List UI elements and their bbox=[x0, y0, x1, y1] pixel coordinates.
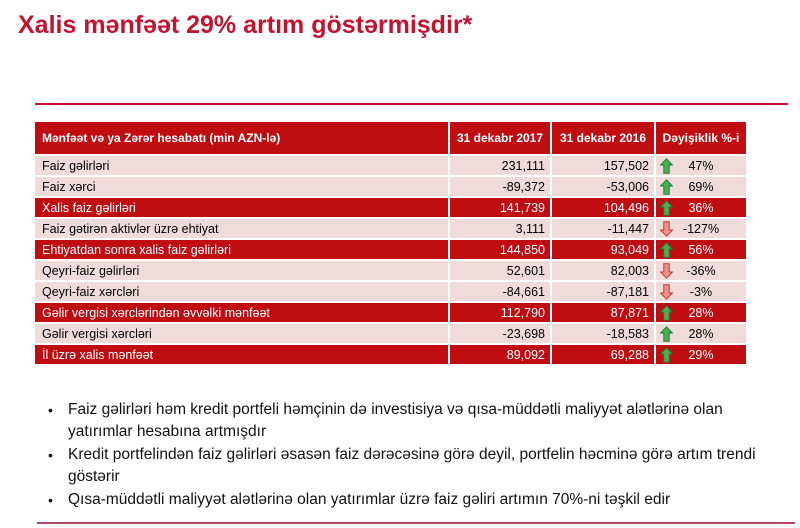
value-2016: -11,447 bbox=[552, 219, 654, 238]
header-2017: 31 dekabr 2017 bbox=[450, 122, 550, 154]
notes-section bbox=[42, 399, 770, 512]
change-percent: 28% bbox=[688, 326, 714, 341]
bullet-list bbox=[42, 399, 770, 511]
row-label: Qeyri-faiz xərcləri bbox=[35, 282, 448, 301]
change-cell bbox=[656, 198, 746, 217]
table-row bbox=[35, 303, 746, 322]
change-percent: 28% bbox=[688, 305, 714, 320]
table-row bbox=[35, 219, 746, 238]
footer-divider-line bbox=[37, 522, 795, 524]
value-2017: -89,372 bbox=[450, 177, 550, 196]
value-2017: 144,850 bbox=[450, 240, 550, 259]
row-label: Faiz gətirən aktivlər üzrə ehtiyat bbox=[35, 219, 448, 238]
value-2016: -53,006 bbox=[552, 177, 654, 196]
value-2017: 141,739 bbox=[450, 198, 550, 217]
value-2016: 87,871 bbox=[552, 303, 654, 322]
change-percent: 47% bbox=[688, 158, 714, 173]
header-change: Dəyişiklik %-i bbox=[656, 122, 746, 154]
value-2017: -23,698 bbox=[450, 324, 550, 343]
table-header-row bbox=[35, 122, 746, 154]
row-label: İl üzrə xalis mənfəət bbox=[35, 345, 448, 364]
bullet-item: • Kredit portfelindən faiz gəlirləri əsasən faiz dərəcəsinə görə deyil, portfelin həcminə görə artım trendi göstərir bbox=[42, 444, 770, 488]
trend-up-arrow-icon bbox=[660, 158, 673, 174]
trend-up-arrow-icon bbox=[660, 305, 673, 321]
value-2017: -84,661 bbox=[450, 282, 550, 301]
change-percent: -127% bbox=[682, 221, 720, 236]
change-cell bbox=[656, 345, 746, 364]
trend-up-arrow-icon bbox=[660, 179, 673, 195]
trend-down-arrow-icon bbox=[660, 221, 673, 237]
change-cell bbox=[656, 261, 746, 280]
change-cell bbox=[656, 303, 746, 322]
row-label: Gəlir vergisi xərclərindən əvvəlki mənfəət bbox=[35, 303, 448, 322]
table-row bbox=[35, 282, 746, 301]
value-2017: 112,790 bbox=[450, 303, 550, 322]
title-divider-line bbox=[35, 103, 788, 105]
change-percent: 56% bbox=[688, 242, 714, 257]
change-percent: 36% bbox=[688, 200, 714, 215]
trend-down-arrow-icon bbox=[660, 284, 673, 300]
change-percent: 29% bbox=[688, 347, 714, 362]
table-row bbox=[35, 177, 746, 196]
row-label: Gəlir vergisi xərcləri bbox=[35, 324, 448, 343]
profit-loss-table bbox=[33, 120, 748, 366]
value-2016: 104,496 bbox=[552, 198, 654, 217]
bullet-item: • Faiz gəlirləri həm kredit portfeli həmçinin də investisiya və qısa-müddətli maliyyət alətlərinə olan yatırımlar hesabına artmışdır bbox=[42, 399, 770, 443]
trend-up-arrow-icon bbox=[660, 326, 673, 342]
header-2016: 31 dekabr 2016 bbox=[552, 122, 654, 154]
header-account: Mənfəət və ya Zərər hesabatı (min AZN-lə) bbox=[35, 122, 448, 154]
change-percent: 69% bbox=[688, 179, 714, 194]
table-row bbox=[35, 198, 746, 217]
value-2016: 93,049 bbox=[552, 240, 654, 259]
table-row bbox=[35, 240, 746, 259]
trend-up-arrow-icon bbox=[660, 242, 673, 258]
change-cell bbox=[656, 219, 746, 238]
value-2017: 52,601 bbox=[450, 261, 550, 280]
trend-up-arrow-icon bbox=[660, 200, 673, 216]
table-row bbox=[35, 156, 746, 175]
change-cell bbox=[656, 156, 746, 175]
page-title: Xalis mənfəət 29% artım göstərmişdir* bbox=[18, 11, 473, 39]
change-cell bbox=[656, 177, 746, 196]
change-cell bbox=[656, 240, 746, 259]
trend-up-arrow-icon bbox=[660, 347, 673, 363]
value-2017: 231,111 bbox=[450, 156, 550, 175]
change-cell bbox=[656, 324, 746, 343]
value-2017: 3,111 bbox=[450, 219, 550, 238]
row-label: Ehtiyatdan sonra xalis faiz gəlirləri bbox=[35, 240, 448, 259]
change-percent: -36% bbox=[686, 263, 716, 278]
value-2016: 82,003 bbox=[552, 261, 654, 280]
table-row bbox=[35, 345, 746, 364]
bullet-item: • Qısa-müddətli maliyyət alətlərinə olan yatırımlar üzrə faiz gəliri artımın 70%-ni təşkil edir bbox=[42, 489, 770, 511]
value-2016: 157,502 bbox=[552, 156, 654, 175]
row-label: Faiz xərci bbox=[35, 177, 448, 196]
value-2016: -87,181 bbox=[552, 282, 654, 301]
row-label: Qeyri-faiz gəlirləri bbox=[35, 261, 448, 280]
change-percent: -3% bbox=[689, 284, 713, 299]
row-label: Xalis faiz gəlirləri bbox=[35, 198, 448, 217]
value-2016: 69,288 bbox=[552, 345, 654, 364]
value-2016: -18,583 bbox=[552, 324, 654, 343]
table-row bbox=[35, 324, 746, 343]
row-label: Faiz gəlirləri bbox=[35, 156, 448, 175]
trend-down-arrow-icon bbox=[660, 263, 673, 279]
value-2017: 89,092 bbox=[450, 345, 550, 364]
table-row bbox=[35, 261, 746, 280]
change-cell bbox=[656, 282, 746, 301]
